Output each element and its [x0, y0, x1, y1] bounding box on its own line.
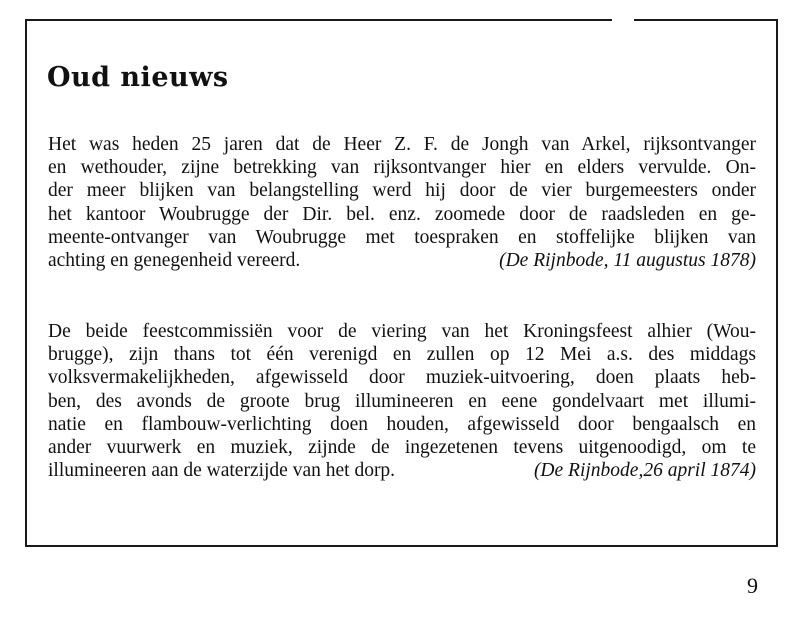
- article-paragraph-1: [48, 133, 756, 272]
- page-number: 9: [747, 573, 758, 598]
- article-frame: [25, 19, 778, 547]
- last-line: [48, 459, 756, 482]
- text-line: volksvermakelijkheden, afgewisseld door muziek-uitvoering, doen plaats heb-: [48, 367, 756, 389]
- text-line: brugge), zijn thans tot één verenigd en zullen op 12 Mei a.s. des middags: [48, 344, 756, 366]
- source-citation: (De Rijnbode,26 april 1874): [533, 460, 756, 482]
- text-line: der meer blijken van belangstelling werd hij door de vier burgemeesters onder: [48, 180, 756, 202]
- text-line: ander vuurwerk en muziek, zijnde de ingezetenen tevens uitgenoodigd, om te: [48, 437, 756, 459]
- text-line: achting en genegenheid vereerd.: [48, 250, 301, 272]
- text-line: en wethouder, zijne betrekking van rijksontvanger hier en elders vervulde. On-: [48, 157, 756, 179]
- text-line: het kantoor Woubrugge der Dir. bel. enz. zoomede door de raadsleden en ge-: [48, 203, 756, 225]
- text-line: Het was heden 25 jaren dat de Heer Z. F. de Jongh van Arkel, rijksontvanger: [48, 134, 756, 155]
- last-line: [48, 249, 756, 272]
- text-line: natie en flambouw-verlichting doen houden, afgewisseld door bengaalsch en: [48, 413, 756, 435]
- text-line: De beide feestcommissiën voor de viering van het Kroningsfeest alhier (Wou-: [48, 321, 756, 342]
- text-line: meente-ontvanger van Woubrugge met toespraken en stoffelijke blijken van: [48, 226, 756, 248]
- source-citation: (De Rijnbode, 11 augustus 1878): [499, 250, 756, 272]
- text-line: illumineeren aan de waterzijde van het dorp.: [48, 460, 396, 482]
- page-title: Oud nieuws: [47, 62, 229, 93]
- text-line: ben, des avonds de groote brug illumineeren en eene gondelvaart met illumi-: [48, 390, 756, 412]
- border-gap: [612, 18, 634, 23]
- article-paragraph-2: [48, 320, 756, 482]
